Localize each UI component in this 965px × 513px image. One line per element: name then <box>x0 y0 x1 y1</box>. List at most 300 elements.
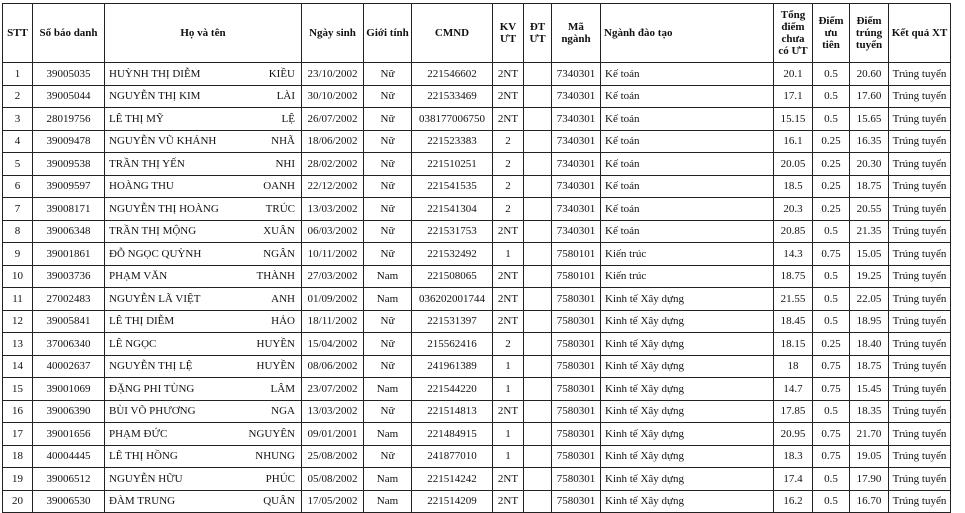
cell-kv: 2NT <box>493 490 524 513</box>
cell-stt: 4 <box>3 130 33 153</box>
cell-score: 15.45 <box>850 378 889 401</box>
cell-dob: 18/06/2002 <box>302 130 364 153</box>
cell-major: Kinh tế Xây dựng <box>601 445 774 468</box>
cell-dob: 05/08/2002 <box>302 468 364 491</box>
cell-sbd: 27002483 <box>33 288 105 311</box>
cell-sex: Nữ <box>364 445 412 468</box>
cell-score: 16.70 <box>850 490 889 513</box>
header-sex: Giới tính <box>364 4 412 63</box>
cell-kv: 2NT <box>493 288 524 311</box>
cell-dob: 25/08/2002 <box>302 445 364 468</box>
cell-major-code: 7580301 <box>552 378 601 401</box>
cell-score: 20.60 <box>850 63 889 86</box>
cell-dt <box>524 288 552 311</box>
cell-cmnd: 221508065 <box>412 265 493 288</box>
cell-major: Kinh tế Xây dựng <box>601 490 774 513</box>
cell-stt: 10 <box>3 265 33 288</box>
table-row <box>3 175 951 198</box>
cell-sex: Nữ <box>364 333 412 356</box>
cell-stt: 17 <box>3 423 33 446</box>
cell-major-code: 7580301 <box>552 423 601 446</box>
cell-name <box>105 445 302 468</box>
header-stt: STT <box>3 4 33 63</box>
cell-total: 18 <box>774 355 813 378</box>
cell-total: 20.3 <box>774 198 813 221</box>
admission-results-table <box>2 3 951 513</box>
cell-dob: 06/03/2002 <box>302 220 364 243</box>
cell-score: 17.90 <box>850 468 889 491</box>
cell-sex: Nam <box>364 468 412 491</box>
cell-stt: 14 <box>3 355 33 378</box>
cell-total: 17.1 <box>774 85 813 108</box>
cell-dt <box>524 490 552 513</box>
cell-cmnd: 241877010 <box>412 445 493 468</box>
table-row <box>3 333 951 356</box>
cell-kv: 1 <box>493 355 524 378</box>
cell-score: 17.60 <box>850 85 889 108</box>
table-row <box>3 198 951 221</box>
cell-sex: Nam <box>364 490 412 513</box>
cell-sbd: 39006348 <box>33 220 105 243</box>
cell-total: 20.95 <box>774 423 813 446</box>
cell-score: 16.35 <box>850 130 889 153</box>
header-result: Kết quả XT <box>889 4 951 63</box>
header-dt: ĐT ƯT <box>524 4 552 63</box>
last-name: BÙI VÕ PHƯƠNG <box>109 405 196 418</box>
first-name: NGA <box>271 405 295 418</box>
last-name: ĐỖ NGỌC QUỲNH <box>109 247 202 260</box>
cell-result: Trúng tuyển <box>889 445 951 468</box>
cell-result: Trúng tuyển <box>889 378 951 401</box>
cell-sbd: 39008171 <box>33 198 105 221</box>
header-bonus: Điểm ưu tiên <box>813 4 850 63</box>
cell-stt: 5 <box>3 153 33 176</box>
cell-dt <box>524 400 552 423</box>
cell-sbd: 39009478 <box>33 130 105 153</box>
cell-dob: 01/09/2002 <box>302 288 364 311</box>
cell-result: Trúng tuyển <box>889 490 951 513</box>
cell-cmnd: 215562416 <box>412 333 493 356</box>
cell-score: 20.30 <box>850 153 889 176</box>
cell-sex: Nữ <box>364 153 412 176</box>
cell-major: Kế toán <box>601 108 774 131</box>
cell-major-code: 7580301 <box>552 445 601 468</box>
cell-dt <box>524 445 552 468</box>
cell-cmnd: 038177006750 <box>412 108 493 131</box>
cell-bonus: 0.25 <box>813 175 850 198</box>
cell-dt <box>524 333 552 356</box>
cell-dt <box>524 310 552 333</box>
cell-kv: 1 <box>493 378 524 401</box>
header-sbd: Số báo danh <box>33 4 105 63</box>
table-row <box>3 423 951 446</box>
cell-kv: 2NT <box>493 63 524 86</box>
cell-stt: 7 <box>3 198 33 221</box>
cell-sex: Nữ <box>364 198 412 221</box>
cell-result: Trúng tuyển <box>889 243 951 266</box>
first-name: TRÚC <box>265 202 295 215</box>
cell-kv: 2 <box>493 153 524 176</box>
cell-sex: Nữ <box>364 130 412 153</box>
cell-major: Kế toán <box>601 85 774 108</box>
header-kv: KV ƯT <box>493 4 524 63</box>
table-row <box>3 400 951 423</box>
cell-stt: 13 <box>3 333 33 356</box>
last-name: LÊ NGỌC <box>109 337 157 350</box>
cell-score: 18.75 <box>850 355 889 378</box>
cell-sbd: 39003736 <box>33 265 105 288</box>
cell-dob: 13/03/2002 <box>302 198 364 221</box>
cell-stt: 3 <box>3 108 33 131</box>
cell-total: 20.85 <box>774 220 813 243</box>
table-row <box>3 130 951 153</box>
cell-major: Kế toán <box>601 130 774 153</box>
cell-total: 18.15 <box>774 333 813 356</box>
cell-major: Kế toán <box>601 63 774 86</box>
cell-name <box>105 85 302 108</box>
cell-kv: 2 <box>493 130 524 153</box>
cell-sex: Nữ <box>364 63 412 86</box>
first-name: ANH <box>271 292 295 305</box>
last-name: NGUYỄN LÃ VIỆT <box>109 292 201 305</box>
cell-bonus: 0.25 <box>813 198 850 221</box>
cell-bonus: 0.5 <box>813 108 850 131</box>
cell-sbd: 39005035 <box>33 63 105 86</box>
cell-stt: 11 <box>3 288 33 311</box>
cell-sbd: 37006340 <box>33 333 105 356</box>
cell-result: Trúng tuyển <box>889 333 951 356</box>
cell-score: 20.55 <box>850 198 889 221</box>
last-name: LÊ THỊ HỒNG <box>109 450 178 463</box>
table-row <box>3 490 951 513</box>
cell-name <box>105 108 302 131</box>
cell-result: Trúng tuyển <box>889 265 951 288</box>
cell-dt <box>524 220 552 243</box>
cell-major: Kinh tế Xây dựng <box>601 355 774 378</box>
cell-total: 14.3 <box>774 243 813 266</box>
table-row <box>3 468 951 491</box>
cell-kv: 2NT <box>493 265 524 288</box>
cell-bonus: 0.75 <box>813 378 850 401</box>
cell-stt: 12 <box>3 310 33 333</box>
header-major-code: Mã ngành <box>552 4 601 63</box>
last-name: NGUYỄN THỊ HOÀNG <box>109 202 219 215</box>
cell-bonus: 0.75 <box>813 243 850 266</box>
first-name: NHUNG <box>255 450 295 463</box>
cell-stt: 8 <box>3 220 33 243</box>
cell-cmnd: 221510251 <box>412 153 493 176</box>
cell-cmnd: 036202001744 <box>412 288 493 311</box>
cell-sbd: 39005044 <box>33 85 105 108</box>
cell-cmnd: 221531753 <box>412 220 493 243</box>
first-name: HUYỀN <box>256 337 295 350</box>
cell-cmnd: 221484915 <box>412 423 493 446</box>
cell-kv: 2NT <box>493 220 524 243</box>
table-row <box>3 355 951 378</box>
cell-major-code: 7580301 <box>552 490 601 513</box>
cell-sbd: 39009538 <box>33 153 105 176</box>
cell-bonus: 0.5 <box>813 63 850 86</box>
cell-dob: 27/03/2002 <box>302 265 364 288</box>
table-body <box>3 63 951 513</box>
cell-dt <box>524 198 552 221</box>
header-cmnd: CMND <box>412 4 493 63</box>
cell-total: 16.1 <box>774 130 813 153</box>
last-name: ĐÀM TRUNG <box>109 495 176 508</box>
cell-sbd: 39006530 <box>33 490 105 513</box>
cell-result: Trúng tuyển <box>889 85 951 108</box>
cell-name <box>105 288 302 311</box>
cell-dt <box>524 108 552 131</box>
cell-cmnd: 221514813 <box>412 400 493 423</box>
cell-score: 15.05 <box>850 243 889 266</box>
cell-cmnd: 221533469 <box>412 85 493 108</box>
cell-total: 17.85 <box>774 400 813 423</box>
cell-score: 21.35 <box>850 220 889 243</box>
cell-bonus: 0.5 <box>813 220 850 243</box>
header-row <box>3 4 951 63</box>
cell-score: 18.40 <box>850 333 889 356</box>
cell-kv: 2 <box>493 198 524 221</box>
cell-bonus: 0.5 <box>813 490 850 513</box>
cell-major-code: 7580301 <box>552 355 601 378</box>
cell-score: 22.05 <box>850 288 889 311</box>
last-name: ĐẶNG PHI TÙNG <box>109 382 195 395</box>
table-row <box>3 288 951 311</box>
cell-major: Kiến trúc <box>601 243 774 266</box>
cell-name <box>105 490 302 513</box>
cell-major: Kinh tế Xây dựng <box>601 333 774 356</box>
cell-result: Trúng tuyển <box>889 175 951 198</box>
cell-cmnd: 221532492 <box>412 243 493 266</box>
last-name: PHẠM VĂN <box>109 270 168 283</box>
cell-sex: Nữ <box>364 220 412 243</box>
cell-sex: Nam <box>364 378 412 401</box>
first-name: LÀI <box>276 90 295 103</box>
cell-stt: 1 <box>3 63 33 86</box>
cell-sbd: 39006390 <box>33 400 105 423</box>
cell-bonus: 0.25 <box>813 333 850 356</box>
cell-score: 18.35 <box>850 400 889 423</box>
cell-major-code: 7580301 <box>552 333 601 356</box>
cell-sbd: 28019756 <box>33 108 105 131</box>
cell-major: Kế toán <box>601 175 774 198</box>
cell-stt: 18 <box>3 445 33 468</box>
header-score: Điểm trúng tuyển <box>850 4 889 63</box>
cell-name <box>105 423 302 446</box>
cell-sbd: 40002637 <box>33 355 105 378</box>
cell-major: Kinh tế Xây dựng <box>601 400 774 423</box>
cell-dob: 30/10/2002 <box>302 85 364 108</box>
cell-name <box>105 468 302 491</box>
cell-bonus: 0.5 <box>813 400 850 423</box>
cell-sex: Nữ <box>364 108 412 131</box>
cell-sbd: 39001656 <box>33 423 105 446</box>
cell-name <box>105 310 302 333</box>
table-row <box>3 378 951 401</box>
last-name: HUỲNH THỊ DIỄM <box>109 67 201 80</box>
cell-sex: Nữ <box>364 310 412 333</box>
first-name: THÀNH <box>256 270 295 283</box>
cell-dt <box>524 243 552 266</box>
cell-name <box>105 63 302 86</box>
cell-sbd: 39001861 <box>33 243 105 266</box>
cell-name <box>105 355 302 378</box>
cell-major-code: 7580301 <box>552 400 601 423</box>
cell-dt <box>524 355 552 378</box>
cell-name <box>105 265 302 288</box>
cell-sex: Nam <box>364 423 412 446</box>
cell-major: Kế toán <box>601 153 774 176</box>
cell-dt <box>524 130 552 153</box>
cell-sex: Nữ <box>364 85 412 108</box>
cell-bonus: 0.5 <box>813 310 850 333</box>
table-row <box>3 243 951 266</box>
cell-sex: Nữ <box>364 175 412 198</box>
last-name: NGUYỄN VŨ KHÁNH <box>109 135 217 148</box>
cell-result: Trúng tuyển <box>889 130 951 153</box>
cell-sex: Nữ <box>364 355 412 378</box>
table-row <box>3 63 951 86</box>
cell-dt <box>524 423 552 446</box>
cell-kv: 1 <box>493 445 524 468</box>
cell-score: 19.05 <box>850 445 889 468</box>
cell-major: Kinh tế Xây dựng <box>601 423 774 446</box>
cell-result: Trúng tuyển <box>889 288 951 311</box>
cell-dt <box>524 378 552 401</box>
first-name: LÂM <box>270 382 295 395</box>
cell-total: 15.15 <box>774 108 813 131</box>
cell-dob: 17/05/2002 <box>302 490 364 513</box>
first-name: NGUYÊN <box>248 427 295 440</box>
cell-cmnd: 221541535 <box>412 175 493 198</box>
first-name: NGÂN <box>263 247 295 260</box>
cell-dob: 15/04/2002 <box>302 333 364 356</box>
last-name: TRẦN THỊ MỘNG <box>109 225 197 238</box>
cell-result: Trúng tuyển <box>889 310 951 333</box>
last-name: TRẦN THỊ YẾN <box>109 157 185 170</box>
header-major: Ngành đào tạo <box>601 4 774 63</box>
cell-major: Kinh tế Xây dựng <box>601 468 774 491</box>
cell-kv: 2NT <box>493 400 524 423</box>
cell-dt <box>524 175 552 198</box>
cell-sbd: 39001069 <box>33 378 105 401</box>
first-name: QUÂN <box>263 495 295 508</box>
cell-cmnd: 241961389 <box>412 355 493 378</box>
first-name: XUÂN <box>263 225 295 238</box>
cell-cmnd: 221544220 <box>412 378 493 401</box>
cell-stt: 20 <box>3 490 33 513</box>
cell-result: Trúng tuyển <box>889 108 951 131</box>
cell-cmnd: 221541304 <box>412 198 493 221</box>
cell-major-code: 7580301 <box>552 288 601 311</box>
header-name: Họ và tên <box>105 4 302 63</box>
cell-name <box>105 220 302 243</box>
cell-kv: 2 <box>493 333 524 356</box>
cell-name <box>105 153 302 176</box>
cell-total: 18.5 <box>774 175 813 198</box>
cell-dt <box>524 85 552 108</box>
cell-total: 18.45 <box>774 310 813 333</box>
last-name: NGUYỄN THỊ LỆ <box>109 360 193 373</box>
table-row <box>3 265 951 288</box>
cell-major: Kinh tế Xây dựng <box>601 378 774 401</box>
cell-bonus: 0.25 <box>813 130 850 153</box>
last-name: LÊ THỊ DIỄM <box>109 315 175 328</box>
cell-total: 14.7 <box>774 378 813 401</box>
cell-sex: Nữ <box>364 243 412 266</box>
cell-cmnd: 221531397 <box>412 310 493 333</box>
cell-bonus: 0.75 <box>813 445 850 468</box>
cell-score: 18.95 <box>850 310 889 333</box>
cell-cmnd: 221514209 <box>412 490 493 513</box>
cell-total: 16.2 <box>774 490 813 513</box>
cell-stt: 15 <box>3 378 33 401</box>
cell-dob: 23/07/2002 <box>302 378 364 401</box>
cell-score: 18.75 <box>850 175 889 198</box>
cell-total: 18.75 <box>774 265 813 288</box>
cell-sex: Nữ <box>364 400 412 423</box>
cell-major-code: 7580101 <box>552 243 601 266</box>
cell-result: Trúng tuyển <box>889 355 951 378</box>
cell-sbd: 39006512 <box>33 468 105 491</box>
cell-kv: 2 <box>493 175 524 198</box>
cell-major-code: 7580301 <box>552 310 601 333</box>
cell-stt: 9 <box>3 243 33 266</box>
cell-dob: 10/11/2002 <box>302 243 364 266</box>
cell-dt <box>524 468 552 491</box>
cell-major: Kinh tế Xây dựng <box>601 288 774 311</box>
cell-bonus: 0.75 <box>813 423 850 446</box>
cell-total: 17.4 <box>774 468 813 491</box>
table-header <box>3 4 951 63</box>
cell-score: 15.65 <box>850 108 889 131</box>
cell-bonus: 0.5 <box>813 468 850 491</box>
cell-sex: Nam <box>364 265 412 288</box>
cell-major-code: 7340301 <box>552 153 601 176</box>
cell-kv: 2NT <box>493 85 524 108</box>
cell-major-code: 7340301 <box>552 220 601 243</box>
first-name: NHÃ <box>271 135 295 148</box>
table-row <box>3 108 951 131</box>
cell-dob: 13/03/2002 <box>302 400 364 423</box>
table-row <box>3 220 951 243</box>
cell-dt <box>524 153 552 176</box>
cell-major-code: 7340301 <box>552 130 601 153</box>
cell-name <box>105 400 302 423</box>
cell-dob: 09/01/2001 <box>302 423 364 446</box>
first-name: PHÚC <box>265 472 295 485</box>
cell-major: Kế toán <box>601 220 774 243</box>
cell-bonus: 0.5 <box>813 265 850 288</box>
last-name: LÊ THỊ MỸ <box>109 112 164 125</box>
cell-name <box>105 243 302 266</box>
cell-sbd: 39005841 <box>33 310 105 333</box>
last-name: HOÀNG THU <box>109 180 174 193</box>
cell-name <box>105 175 302 198</box>
cell-stt: 2 <box>3 85 33 108</box>
cell-stt: 6 <box>3 175 33 198</box>
first-name: OANH <box>263 180 295 193</box>
cell-total: 20.05 <box>774 153 813 176</box>
cell-kv: 2NT <box>493 310 524 333</box>
cell-major-code: 7340301 <box>552 63 601 86</box>
cell-cmnd: 221514242 <box>412 468 493 491</box>
cell-major-code: 7580101 <box>552 265 601 288</box>
first-name: HUYỀN <box>256 360 295 373</box>
cell-dob: 08/06/2002 <box>302 355 364 378</box>
cell-kv: 1 <box>493 423 524 446</box>
